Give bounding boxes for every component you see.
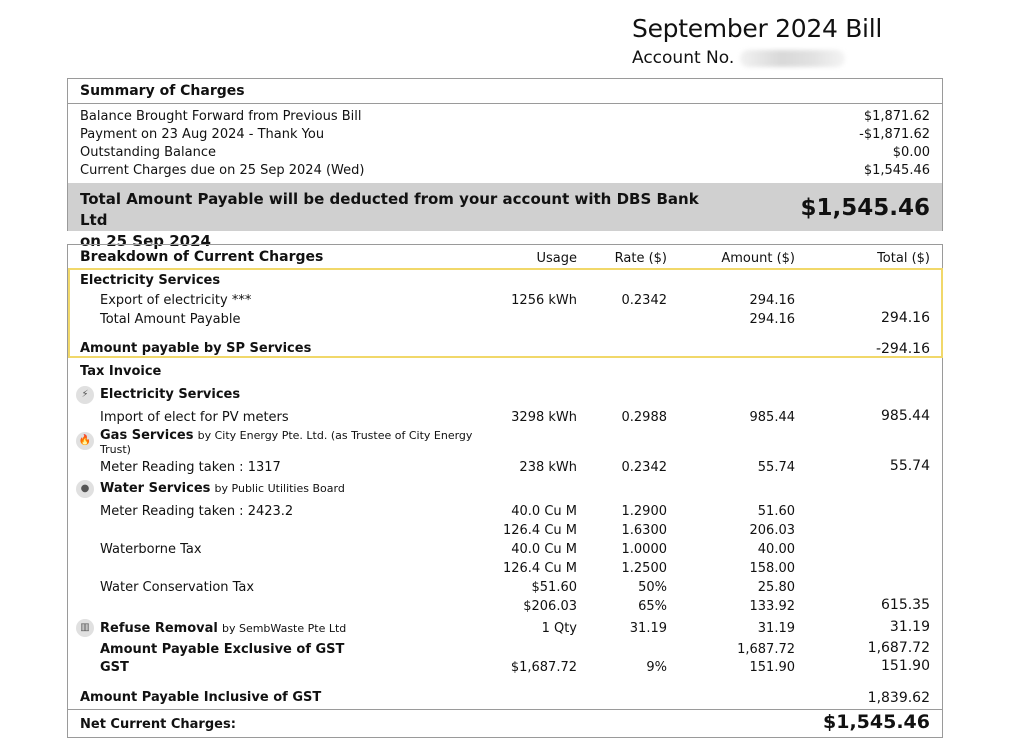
refuse-amount: 31.19 (757, 621, 795, 636)
total-payable-band (68, 183, 942, 250)
refuse-usage: 1 Qty (541, 621, 577, 636)
summary-row (80, 127, 930, 142)
gas-item-label: Meter Reading taken : 1317 (100, 460, 281, 475)
summary-row-value: -$1,871.62 (859, 127, 930, 142)
water-meter-usage: 40.0 Cu M (511, 504, 577, 519)
trash-bin-icon: ▥ (76, 619, 94, 637)
summary-row-value: $1,871.62 (863, 109, 930, 124)
waterborne-amount: 158.00 (749, 561, 795, 576)
export-subtotal-amount: 294.16 (749, 312, 795, 327)
export-item-rate: 0.2342 (621, 293, 667, 308)
account-number-label: Account No. (632, 48, 735, 68)
refuse-provider: by SembWaste Pte Ltd (221, 622, 347, 635)
total-payable-line-1: Total Amount Payable will be deducted from your account with DBS Bank Ltd (80, 190, 699, 229)
conservation-rate: 50% (638, 580, 667, 595)
net-charges-divider (68, 709, 942, 710)
gst-total: 151.90 (881, 658, 930, 674)
electricity-total: 985.44 (881, 408, 930, 424)
water-provider: by Public Utilities Board (214, 482, 345, 495)
column-header-amount: Amount ($) (721, 251, 795, 266)
conservation-amount: 25.80 (757, 580, 795, 595)
redacted-account-number (740, 50, 845, 67)
electricity-rate: 0.2988 (621, 410, 667, 425)
water-meter-usage: 126.4 Cu M (502, 523, 577, 538)
summary-row (80, 163, 930, 178)
water-meter-label: Meter Reading taken : 2423.2 (100, 504, 294, 519)
sp-services-label: Amount payable by SP Services (80, 341, 312, 356)
waterborne-amount: 40.00 (757, 542, 795, 557)
gas-amount: 55.74 (757, 460, 795, 475)
summary-row-label: Current Charges due on 25 Sep 2024 (Wed) (80, 163, 365, 178)
water-services-header (100, 481, 345, 496)
bill-title: September 2024 Bill (632, 14, 882, 43)
breakdown-heading: Breakdown of Current Charges (80, 249, 324, 265)
gas-provider-continued: Trust) (100, 443, 131, 456)
gst-amount: 151.90 (749, 660, 795, 675)
conservation-amount: 133.92 (749, 599, 795, 614)
summary-row-value: $0.00 (892, 145, 930, 160)
export-item-amount: 294.16 (749, 293, 795, 308)
refuse-header (100, 621, 346, 636)
water-meter-amount: 51.60 (757, 504, 795, 519)
incl-gst-total: 1,839.62 (867, 690, 930, 706)
sp-services-total: -294.16 (875, 341, 930, 357)
summary-row-value: $1,545.46 (863, 163, 930, 178)
water-services-title: Water Services (100, 481, 211, 496)
export-item-usage: 1256 kWh (511, 293, 577, 308)
water-drop-icon: ● (76, 480, 94, 498)
breakdown-of-charges (67, 244, 943, 738)
refuse-removal-title: Refuse Removal (100, 621, 218, 636)
summary-divider (68, 103, 942, 104)
tax-invoice-label: Tax Invoice (80, 364, 162, 379)
excl-gst-label: Amount Payable Exclusive of GST (100, 642, 345, 657)
export-subtotal-label: Total Amount Payable (100, 312, 241, 327)
waterborne-usage: 40.0 Cu M (511, 542, 577, 557)
column-header-rate: Rate ($) (614, 251, 667, 266)
gst-label: GST (100, 660, 129, 675)
lightning-icon: ⚡ (76, 386, 94, 404)
summary-row-label: Outstanding Balance (80, 145, 216, 160)
refuse-total: 31.19 (889, 619, 930, 635)
gst-base: $1,687.72 (510, 660, 577, 675)
flame-icon: 🔥 (76, 432, 94, 450)
summary-row-label: Payment on 23 Aug 2024 - Thank You (80, 127, 325, 142)
conservation-base: $206.03 (523, 599, 577, 614)
gas-provider: by City Energy Pte. Ltd. (as Trustee of City Energy (197, 429, 473, 442)
summary-heading: Summary of Charges (80, 83, 245, 99)
electricity-item-label: Import of elect for PV meters (100, 410, 289, 425)
total-payable-line-2: on 25 Sep 2024 (80, 232, 211, 250)
water-conservation-tax-label: Water Conservation Tax (100, 580, 255, 595)
electricity-amount: 985.44 (749, 410, 795, 425)
net-current-charges-label: Net Current Charges: (80, 717, 236, 732)
conservation-base: $51.60 (531, 580, 577, 595)
net-current-charges-total: $1,545.46 (823, 711, 930, 733)
refuse-rate: 31.19 (629, 621, 667, 636)
export-subtotal-total: 294.16 (881, 310, 930, 326)
excl-gst-amount: 1,687.72 (737, 642, 795, 657)
conservation-rate: 65% (638, 599, 667, 614)
column-header-usage: Usage (536, 251, 577, 266)
gas-services-title: Gas Services (100, 428, 194, 443)
summary-of-charges (67, 78, 943, 250)
column-header-total: Total ($) (877, 251, 930, 266)
summary-row (80, 145, 930, 160)
export-section-title: Electricity Services (80, 273, 221, 288)
summary-row (80, 109, 930, 124)
electricity-services-title: Electricity Services (100, 387, 241, 402)
gas-usage: 238 kWh (519, 460, 577, 475)
excl-gst-total: 1,687.72 (867, 640, 930, 656)
summary-row-label: Balance Brought Forward from Previous Bill (80, 109, 362, 124)
total-payable-amount: $1,545.46 (800, 195, 930, 221)
water-meter-rate: 1.2900 (621, 504, 667, 519)
export-item-label: Export of electricity *** (100, 293, 252, 308)
total-payable-text (80, 189, 700, 252)
water-meter-rate: 1.6300 (621, 523, 667, 538)
water-meter-amount: 206.03 (749, 523, 795, 538)
gas-total: 55.74 (889, 458, 930, 474)
waterborne-tax-label: Waterborne Tax (100, 542, 202, 557)
gas-services-header (100, 428, 472, 443)
water-total: 615.35 (881, 597, 930, 613)
waterborne-usage: 126.4 Cu M (502, 561, 577, 576)
waterborne-rate: 1.0000 (621, 542, 667, 557)
incl-gst-label: Amount Payable Inclusive of GST (80, 690, 322, 705)
gas-rate: 0.2342 (621, 460, 667, 475)
electricity-usage: 3298 kWh (511, 410, 577, 425)
gst-rate: 9% (646, 660, 667, 675)
waterborne-rate: 1.2500 (621, 561, 667, 576)
